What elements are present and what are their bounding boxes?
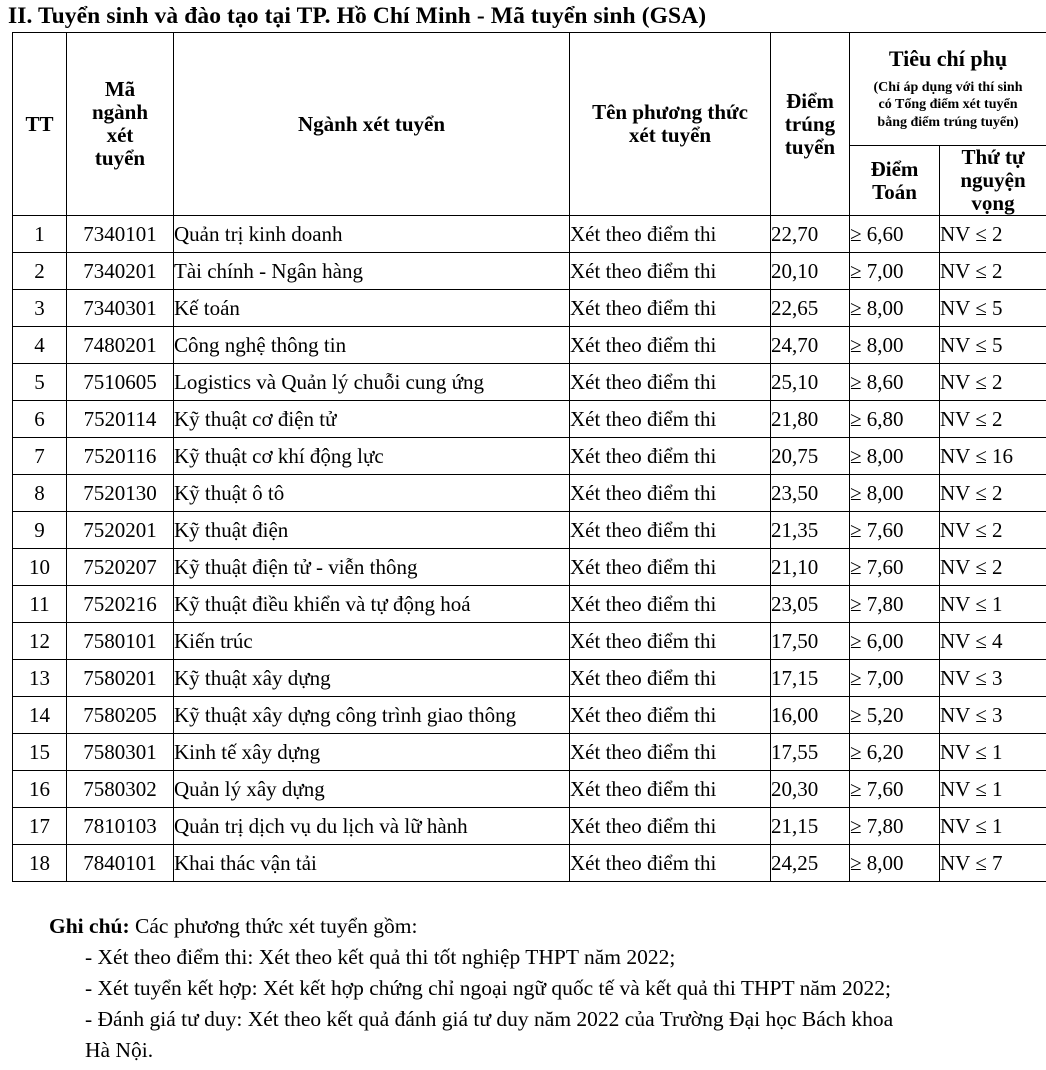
header-criteria-note-line: có Tổng điểm xét tuyển xyxy=(878,97,1018,113)
header-score-line: trúng xyxy=(784,111,836,136)
table-row xyxy=(13,364,1046,401)
math-score-criterion-cell: ≥ 8,00 xyxy=(850,438,940,475)
table-row xyxy=(13,771,1046,808)
header-method-line: xét tuyển xyxy=(628,123,712,148)
priority-criterion-cell: NV ≤ 4 xyxy=(940,623,1046,660)
table-row xyxy=(13,697,1046,734)
header-criteria-note-line: bằng điểm trúng tuyển) xyxy=(877,114,1019,130)
table-row xyxy=(13,808,1046,845)
header-major-code-line: xét xyxy=(106,123,134,148)
major-code-cell: 7340201 xyxy=(67,253,174,290)
math-score-criterion-cell: ≥ 7,60 xyxy=(850,549,940,586)
header-major-code xyxy=(67,33,174,216)
table-row xyxy=(13,327,1046,364)
priority-criterion-cell: NV ≤ 1 xyxy=(940,586,1046,623)
math-score-criterion-cell: ≥ 8,00 xyxy=(850,475,940,512)
header-priority-line: Thứ tự xyxy=(961,145,1025,169)
header-criteria-note-line: (Chỉ áp dụng với thí sinh xyxy=(873,79,1023,95)
header-score xyxy=(771,33,850,216)
note-item: - Xét tuyển kết hợp: Xét kết hợp chứng chỉ ngoại ngữ quốc tế và kết quả thi THPT năm 2022; xyxy=(85,976,891,1000)
major-name-cell: Kỹ thuật xây dựng công trình giao thông xyxy=(174,697,570,734)
admission-score-cell: 21,15 xyxy=(771,808,850,845)
major-name-cell: Công nghệ thông tin xyxy=(174,327,570,364)
admission-method-cell: Xét theo điểm thi xyxy=(570,771,771,808)
table-row xyxy=(13,290,1046,327)
major-code-cell: 7810103 xyxy=(67,808,174,845)
header-criteria xyxy=(850,33,1046,146)
admission-method-cell: Xét theo điểm thi xyxy=(570,697,771,734)
major-name-cell: Quản trị dịch vụ du lịch và lữ hành xyxy=(174,808,570,845)
major-name-cell: Kế toán xyxy=(174,290,570,327)
priority-criterion-cell: NV ≤ 2 xyxy=(940,549,1046,586)
admission-method-cell: Xét theo điểm thi xyxy=(570,549,771,586)
row-number-cell: 8 xyxy=(13,475,67,512)
admission-method-cell: Xét theo điểm thi xyxy=(570,327,771,364)
major-code-cell: 7840101 xyxy=(67,845,174,882)
table-body xyxy=(13,216,1046,882)
priority-criterion-cell: NV ≤ 2 xyxy=(940,401,1046,438)
major-code-cell: 7520116 xyxy=(67,438,174,475)
table-row xyxy=(13,549,1046,586)
priority-criterion-cell: NV ≤ 7 xyxy=(940,845,1046,882)
row-number-cell: 9 xyxy=(13,512,67,549)
note-item: - Đánh giá tư duy: Xét theo kết quả đánh giá tư duy năm 2022 của Trường Đại học Bách khoa xyxy=(85,1007,894,1031)
header-major-code-line: Mã xyxy=(104,76,136,101)
header-priority-line: vọng xyxy=(971,191,1015,216)
admission-method-cell: Xét theo điểm thi xyxy=(570,808,771,845)
admission-score-cell: 24,25 xyxy=(771,845,850,882)
math-score-criterion-cell: ≥ 5,20 xyxy=(850,697,940,734)
priority-criterion-cell: NV ≤ 3 xyxy=(940,660,1046,697)
admission-method-cell: Xét theo điểm thi xyxy=(570,660,771,697)
math-score-criterion-cell: ≥ 7,60 xyxy=(850,512,940,549)
row-number-cell: 18 xyxy=(13,845,67,882)
row-number-cell: 11 xyxy=(13,586,67,623)
row-number-cell: 15 xyxy=(13,734,67,771)
major-code-cell: 7340101 xyxy=(67,216,174,253)
header-major-code-line: ngành xyxy=(91,100,149,125)
table-row xyxy=(13,586,1046,623)
major-code-cell: 7580301 xyxy=(67,734,174,771)
major-code-cell: 7520114 xyxy=(67,401,174,438)
header-major-name: Ngành xét tuyển xyxy=(174,33,570,216)
priority-criterion-cell: NV ≤ 2 xyxy=(940,216,1046,253)
admission-score-cell: 22,65 xyxy=(771,290,850,327)
row-number-cell: 14 xyxy=(13,697,67,734)
header-math-line: Toán xyxy=(872,179,917,204)
row-number-cell: 12 xyxy=(13,623,67,660)
priority-criterion-cell: NV ≤ 5 xyxy=(940,327,1046,364)
note-item-continuation: Hà Nội. xyxy=(85,1038,154,1062)
math-score-criterion-cell: ≥ 7,00 xyxy=(850,660,940,697)
math-score-criterion-cell: ≥ 6,00 xyxy=(850,623,940,660)
admission-method-cell: Xét theo điểm thi xyxy=(570,623,771,660)
admission-score-cell: 21,35 xyxy=(771,512,850,549)
header-criteria-title: Tiêu chí phụ xyxy=(888,45,1008,71)
row-number-cell: 1 xyxy=(13,216,67,253)
priority-criterion-cell: NV ≤ 1 xyxy=(940,771,1046,808)
table-row xyxy=(13,216,1046,253)
math-score-criterion-cell: ≥ 6,20 xyxy=(850,734,940,771)
header-score-line: Điểm xyxy=(786,88,834,113)
admission-score-cell: 17,15 xyxy=(771,660,850,697)
row-number-cell: 5 xyxy=(13,364,67,401)
admission-score-cell: 21,80 xyxy=(771,401,850,438)
priority-criterion-cell: NV ≤ 3 xyxy=(940,697,1046,734)
admission-method-cell: Xét theo điểm thi xyxy=(570,253,771,290)
table-row xyxy=(13,253,1046,290)
admission-score-cell: 22,70 xyxy=(771,216,850,253)
priority-criterion-cell: NV ≤ 2 xyxy=(940,253,1046,290)
major-name-cell: Quản lý xây dựng xyxy=(174,771,570,808)
table-row xyxy=(13,845,1046,882)
math-score-criterion-cell: ≥ 8,00 xyxy=(850,290,940,327)
math-score-criterion-cell: ≥ 7,80 xyxy=(850,586,940,623)
page-title: II. Tuyển sinh và đào tạo tại TP. Hồ Chí Minh - Mã tuyển sinh (GSA) xyxy=(8,3,707,29)
admission-method-cell: Xét theo điểm thi xyxy=(570,586,771,623)
note-item: - Xét theo điểm thi: Xét theo kết quả thi tốt nghiệp THPT năm 2022; xyxy=(85,945,676,969)
admission-score-cell: 23,50 xyxy=(771,475,850,512)
priority-criterion-cell: NV ≤ 2 xyxy=(940,512,1046,549)
math-score-criterion-cell: ≥ 8,00 xyxy=(850,327,940,364)
math-score-criterion-cell: ≥ 6,80 xyxy=(850,401,940,438)
header-priority xyxy=(940,146,1046,216)
admission-table xyxy=(12,32,1046,882)
admission-method-cell: Xét theo điểm thi xyxy=(570,512,771,549)
major-name-cell: Tài chính - Ngân hàng xyxy=(174,253,570,290)
notes-intro-line xyxy=(49,911,1019,942)
major-name-cell: Kỹ thuật ô tô xyxy=(174,475,570,512)
table-row xyxy=(13,438,1046,475)
major-name-cell: Kỹ thuật cơ điện tử xyxy=(174,401,570,438)
major-code-cell: 7580101 xyxy=(67,623,174,660)
table-row xyxy=(13,401,1046,438)
admission-score-cell: 25,10 xyxy=(771,364,850,401)
header-method-line: Tên phương thức xyxy=(592,100,748,125)
admission-score-cell: 24,70 xyxy=(771,327,850,364)
math-score-criterion-cell: ≥ 7,60 xyxy=(850,771,940,808)
admission-method-cell: Xét theo điểm thi xyxy=(570,438,771,475)
major-code-cell: 7580302 xyxy=(67,771,174,808)
major-name-cell: Kỹ thuật cơ khí động lực xyxy=(174,438,570,475)
major-code-cell: 7580201 xyxy=(67,660,174,697)
admission-score-cell: 17,55 xyxy=(771,734,850,771)
row-number-cell: 4 xyxy=(13,327,67,364)
major-code-cell: 7520201 xyxy=(67,512,174,549)
major-name-cell: Logistics và Quản lý chuỗi cung ứng xyxy=(174,364,570,401)
admission-score-cell: 21,10 xyxy=(771,549,850,586)
admission-method-cell: Xét theo điểm thi xyxy=(570,290,771,327)
header-major-code-line: tuyển xyxy=(94,146,146,171)
admission-method-cell: Xét theo điểm thi xyxy=(570,845,771,882)
admission-method-cell: Xét theo điểm thi xyxy=(570,364,771,401)
notes-label: Ghi chú: xyxy=(49,914,130,938)
admission-score-cell: 17,50 xyxy=(771,623,850,660)
major-code-cell: 7580205 xyxy=(67,697,174,734)
admission-method-cell: Xét theo điểm thi xyxy=(570,216,771,253)
row-number-cell: 17 xyxy=(13,808,67,845)
notes-intro: Các phương thức xét tuyển gồm: xyxy=(129,914,418,938)
math-score-criterion-cell: ≥ 6,60 xyxy=(850,216,940,253)
major-name-cell: Quản trị kinh doanh xyxy=(174,216,570,253)
major-code-cell: 7510605 xyxy=(67,364,174,401)
major-name-cell: Kỹ thuật điện tử - viễn thông xyxy=(174,549,570,586)
row-number-cell: 3 xyxy=(13,290,67,327)
math-score-criterion-cell: ≥ 8,60 xyxy=(850,364,940,401)
major-code-cell: 7340301 xyxy=(67,290,174,327)
row-number-cell: 2 xyxy=(13,253,67,290)
major-code-cell: 7520207 xyxy=(67,549,174,586)
header-math-line: Điểm xyxy=(870,156,919,181)
table-row xyxy=(13,475,1046,512)
major-code-cell: 7480201 xyxy=(67,327,174,364)
row-number-cell: 13 xyxy=(13,660,67,697)
math-score-criterion-cell: ≥ 7,80 xyxy=(850,808,940,845)
table-row xyxy=(13,734,1046,771)
math-score-criterion-cell: ≥ 7,00 xyxy=(850,253,940,290)
major-code-cell: 7520216 xyxy=(67,586,174,623)
admission-score-cell: 16,00 xyxy=(771,697,850,734)
priority-criterion-cell: NV ≤ 1 xyxy=(940,808,1046,845)
admission-score-cell: 20,30 xyxy=(771,771,850,808)
admission-score-cell: 20,75 xyxy=(771,438,850,475)
header-priority-line: nguyện xyxy=(960,168,1026,193)
major-name-cell: Kinh tế xây dựng xyxy=(174,734,570,771)
table-row xyxy=(13,623,1046,660)
row-number-cell: 7 xyxy=(13,438,67,475)
priority-criterion-cell: NV ≤ 5 xyxy=(940,290,1046,327)
row-number-cell: 10 xyxy=(13,549,67,586)
priority-criterion-cell: NV ≤ 1 xyxy=(940,734,1046,771)
major-name-cell: Kiến trúc xyxy=(174,623,570,660)
admission-score-cell: 20,10 xyxy=(771,253,850,290)
priority-criterion-cell: NV ≤ 2 xyxy=(940,475,1046,512)
table-row xyxy=(13,512,1046,549)
priority-criterion-cell: NV ≤ 2 xyxy=(940,364,1046,401)
major-code-cell: 7520130 xyxy=(67,475,174,512)
major-name-cell: Kỹ thuật điều khiển và tự động hoá xyxy=(174,586,570,623)
row-number-cell: 16 xyxy=(13,771,67,808)
admission-score-cell: 23,05 xyxy=(771,586,850,623)
header-score-line: tuyển xyxy=(784,134,836,159)
admission-method-cell: Xét theo điểm thi xyxy=(570,401,771,438)
admission-method-cell: Xét theo điểm thi xyxy=(570,734,771,771)
major-name-cell: Kỹ thuật điện xyxy=(174,512,570,549)
major-name-cell: Khai thác vận tải xyxy=(174,845,570,882)
math-score-criterion-cell: ≥ 8,00 xyxy=(850,845,940,882)
header-method xyxy=(570,33,771,216)
header-tt: TT xyxy=(13,33,67,216)
notes-section xyxy=(49,911,1019,1066)
table-row xyxy=(13,660,1046,697)
priority-criterion-cell: NV ≤ 16 xyxy=(940,438,1046,475)
major-name-cell: Kỹ thuật xây dựng xyxy=(174,660,570,697)
header-math xyxy=(850,146,940,216)
header-criteria-note xyxy=(850,79,1046,132)
row-number-cell: 6 xyxy=(13,401,67,438)
admission-method-cell: Xét theo điểm thi xyxy=(570,475,771,512)
